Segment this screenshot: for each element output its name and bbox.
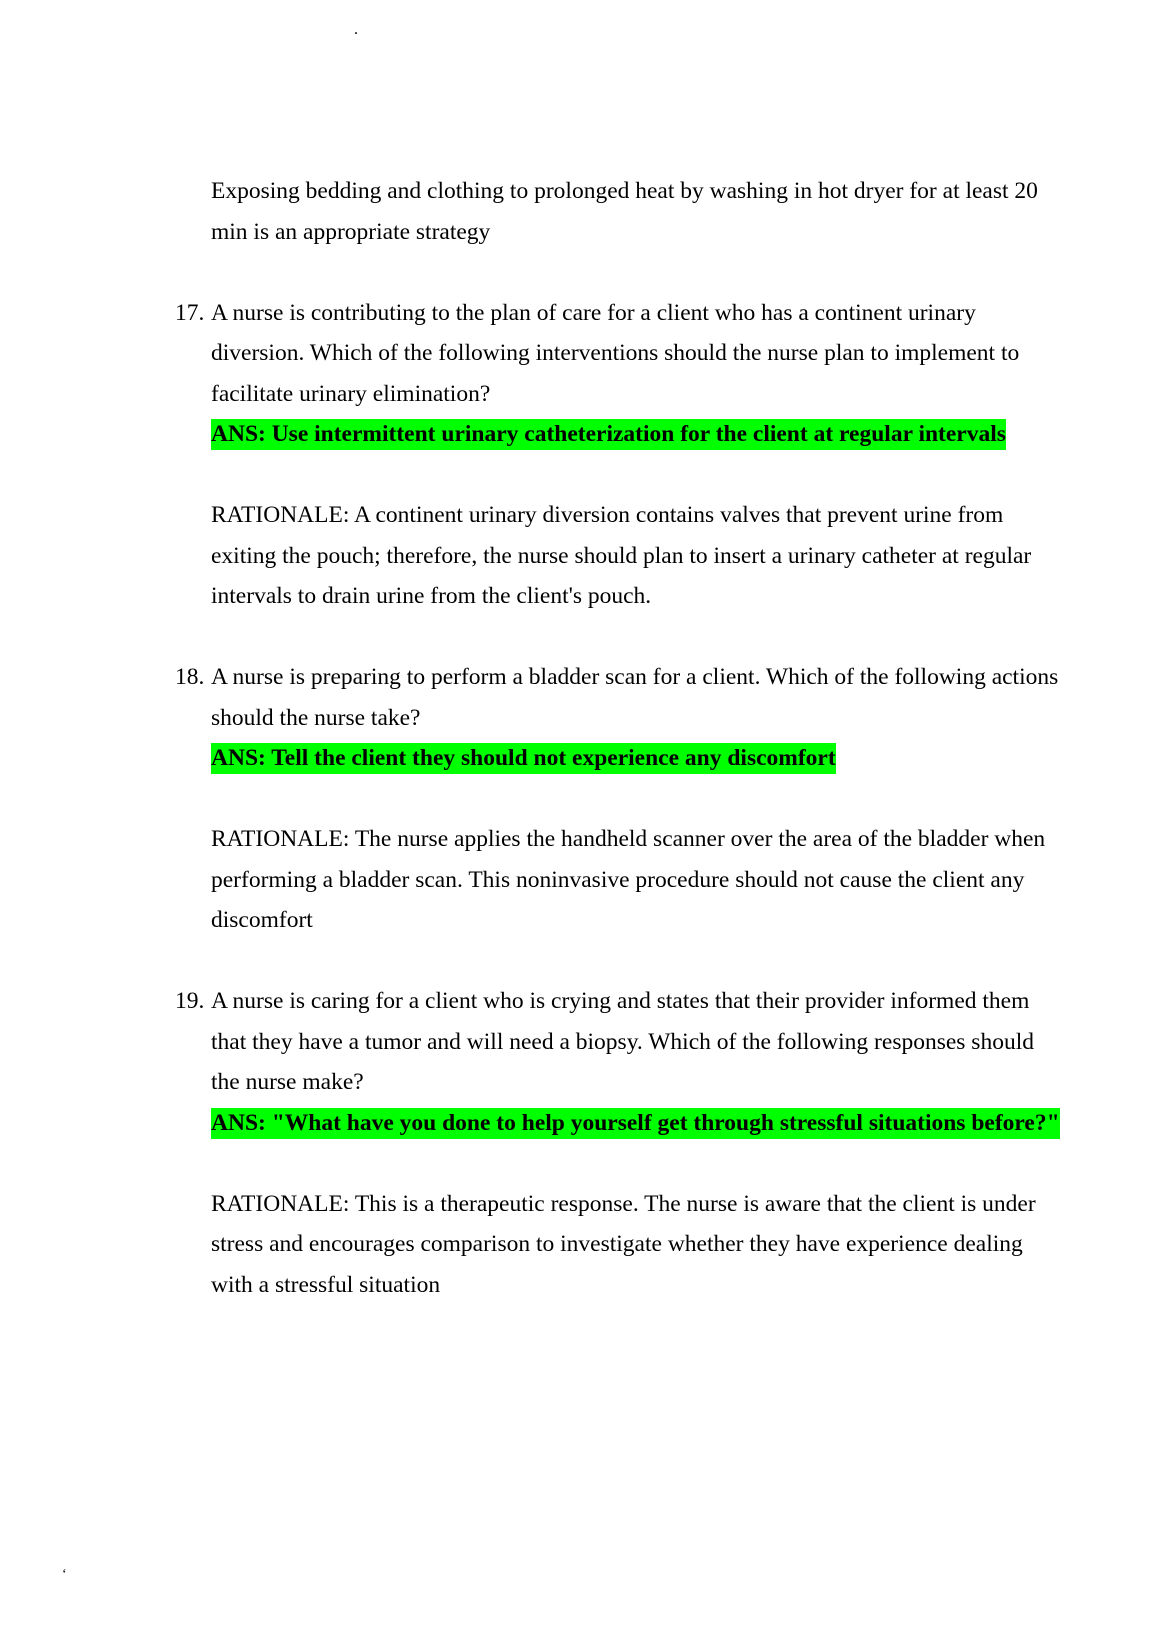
answer-line [211, 738, 1061, 779]
answer-line [211, 1103, 1061, 1144]
page-content [0, 171, 1159, 1305]
question-text: A nurse is contributing to the plan of care for a client who has a continent urinary diversion. Which of the following interventions should the nurse plan to implement to facilitate urinary elimination? [211, 299, 1020, 407]
rationale-text: RATIONALE: This is a therapeutic response. The nurse is aware that the client is under stress and encourages comparison to investigate whether they have experience dealing with a stressful situation [211, 1190, 1036, 1298]
answer-highlight: ANS: Use intermittent urinary catheterization for the client at regular intervals [211, 419, 1006, 450]
rationale-text: RATIONALE: A continent urinary diversion contains valves that prevent urine from exiting the pouch; therefore, the nurse should plan to insert a urinary catheter at regular intervals to drain urine from the client's pouch. [211, 502, 1032, 609]
answer-highlight: ANS: "What have you done to help yourself get through stressful situations before?" [211, 1108, 1060, 1139]
rationale-text: RATIONALE: The nurse applies the handheld scanner over the area of the bladder when performing a bladder scan. This noninvasive procedure should not cause the client any discomfort [211, 826, 1046, 933]
top-mark: . [354, 21, 358, 38]
question-item-18 [0, 657, 1159, 941]
answer-highlight: ANS: Tell the client they should not experience any discomfort [211, 743, 836, 774]
question-number: 18. [175, 664, 205, 690]
bottom-mark: ‘ [62, 1567, 67, 1582]
question-text: A nurse is caring for a client who is crying and states that their provider informed them that they have a tumor and will need a biopsy. Which of the following responses should the nurse make? [211, 988, 1034, 1095]
question-item-19 [0, 981, 1159, 1305]
question-number: 19. [175, 988, 205, 1014]
question-text: A nurse is preparing to perform a bladder scan for a client. Which of the following actions should the nurse take? [211, 664, 1059, 731]
question-item-17 [0, 293, 1159, 617]
intro-paragraph: Exposing bedding and clothing to prolonged heat by washing in hot dryer for at least 20 min is an appropriate strategy [211, 178, 1038, 245]
answer-line [211, 414, 1061, 455]
question-number: 17. [175, 299, 205, 326]
